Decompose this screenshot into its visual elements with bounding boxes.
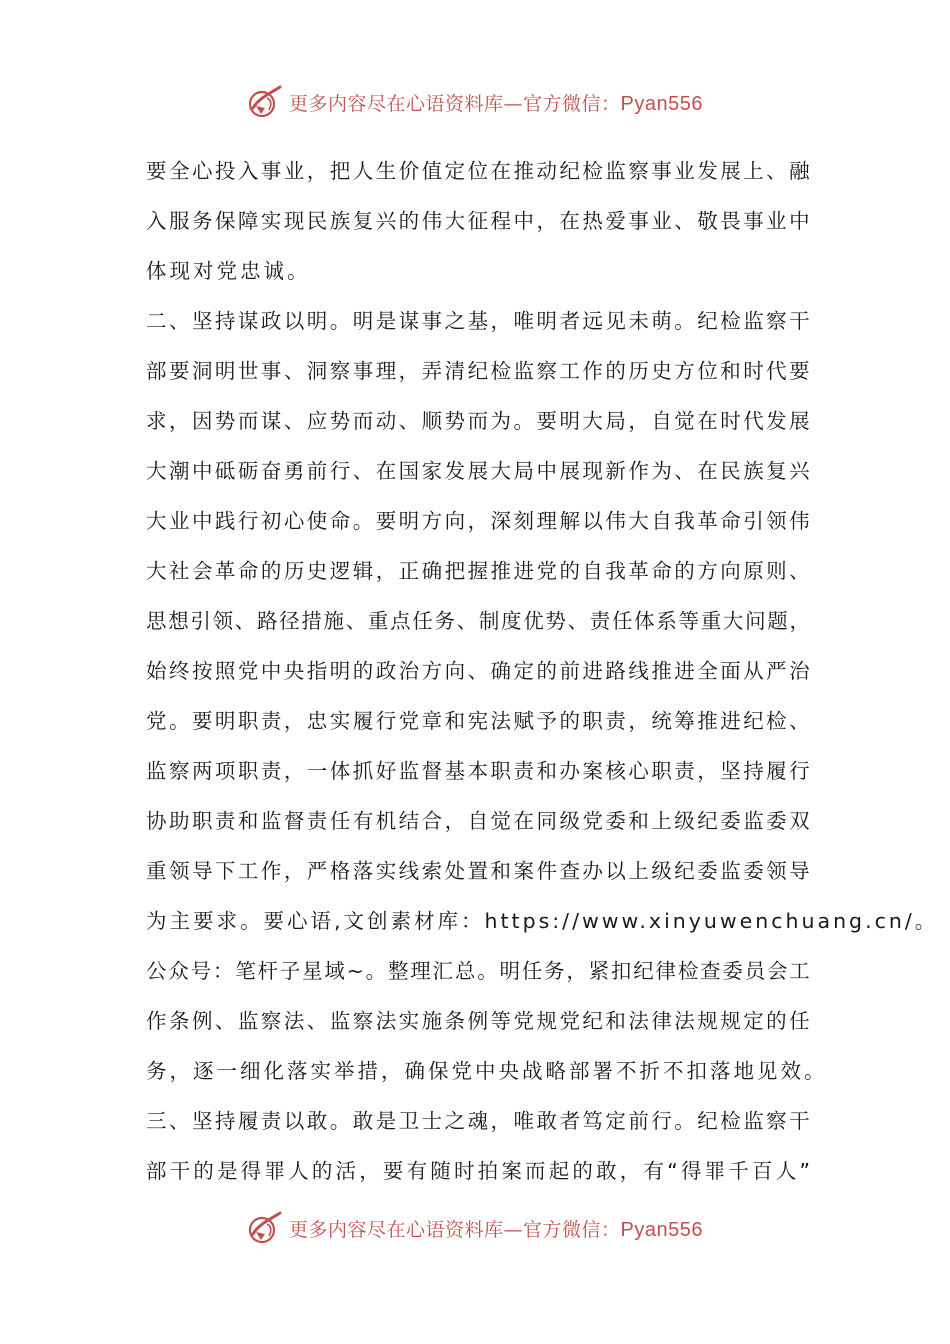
banner-wechat-id: Pyan556 [620, 1218, 703, 1241]
header-banner-text [289, 89, 703, 116]
banner-prefix: 更多内容尽在心语资料库—官方微信： [289, 92, 621, 115]
text-line: 监 察 两 项 职 责 ， 一 体 抓 好 监 督 基 本 职 责 和 办 案 核 心 职 责 ， 坚 持 履 行 [146, 759, 810, 783]
text-line: 体现对党忠诚。 [146, 259, 311, 283]
banner-wechat-id: Pyan556 [620, 92, 703, 115]
text-line: 党 。 要 明 职 责 ， 忠 实 履 行 党 章 和 宪 法 赋 予 的 职 责 ， 统 筹 推 进 纪 检 、 [146, 709, 810, 733]
banner-prefix: 更多内容尽在心语资料库—官方微信： [289, 1218, 621, 1241]
text-line: 求 ， 因 势 而 谋 、 应 势 而 动 、 顺 势 而 为 。 要 明 大 局 ， 自 觉 在 时 代 发 展 [146, 409, 810, 433]
text-line: 务，逐一细化落实举措，确保党中央战略部署不折不扣落地见效。 [146, 1059, 828, 1083]
text-line-with-url: 为主要求。要心语,文创素材库：https://www.xinyuwenchuang.cn/。 [146, 909, 939, 933]
document-body [146, 146, 939, 1196]
text-line: 大 业 中 践 行 初 心 使 命 。 要 明 方 向 ， 深 刻 理 解 以 伟 大 自 我 革 命 引 领 伟 [146, 509, 810, 533]
text-line: 部 干 的 是 得 罪 人 的 活 ， 要 有 随 时 拍 案 而 起 的 敢 ， 有 “ 得 罪 千 百 人 ” [146, 1159, 810, 1183]
text-line: 部 要 洞 明 世 事 、 洞 察 事 理 ， 弄 清 纪 检 监 察 工 作 的 历 史 方 位 和 时 代 要 [146, 359, 810, 383]
footer-banner-text [289, 1215, 703, 1242]
text-line: 三 、 坚 持 履 责 以 敢 。 敢 是 卫 士 之 魂 ， 唯 敢 者 笃 定 前 行 。 纪 检 监 察 干 [146, 1109, 810, 1133]
pen-brush-logo-icon [247, 84, 283, 120]
text-line: 始 终 按 照 党 中 央 指 明 的 政 治 方 向 、 确 定 的 前 进 路 线 推 进 全 面 从 严 治 [146, 659, 810, 683]
text-line: 作 条 例 、 监 察 法 、 监 察 法 实 施 条 例 等 党 规 党 纪 和 法 律 法 规 规 定 的 任 [146, 1009, 810, 1033]
text-line: 公 众 号 ： 笔 杆 子 星 域 ~ 。 整 理 汇 总 。 明 任 务 ， 紧 扣 纪 律 检 查 委 员 会 工 [146, 959, 810, 983]
text-line: 入 服 务 保 障 实 现 民 族 复 兴 的 伟 大 征 程 中 ， 在 热 爱 事 业 、 敬 畏 事 业 中 [146, 209, 810, 233]
text-line: 大 潮 中 砥 砺 奋 勇 前 行 、 在 国 家 发 展 大 局 中 展 现 新 作 为 、 在 民 族 复 兴 [146, 459, 810, 483]
text-line: 协 助 职 责 和 监 督 责 任 有 机 结 合 ， 自 觉 在 同 级 党 委 和 上 级 纪 委 监 委 双 [146, 809, 810, 833]
text-line: 大 社 会 革 命 的 历 史 逻 辑 ， 正 确 把 握 推 进 党 的 自 我 革 命 的 方 向 原 则 、 [146, 559, 810, 583]
text-line: 二 、 坚 持 谋 政 以 明 。 明 是 谋 事 之 基 ， 唯 明 者 远 见 未 萌 。 纪 检 监 察 干 [146, 309, 810, 333]
text-line: 要 全 心 投 入 事 业 ， 把 人 生 价 值 定 位 在 推 动 纪 检 监 察 事 业 发 展 上 、 融 [146, 159, 810, 183]
footer-banner [0, 1208, 950, 1248]
text-line: 重 领 导 下 工 作 ， 严 格 落 实 线 索 处 置 和 案 件 查 办 以 上 级 纪 委 监 委 领 导 [146, 859, 810, 883]
pen-brush-logo-icon [247, 1210, 283, 1246]
header-banner [0, 82, 950, 122]
text-line: 思 想 引 领 、 路 径 措 施 、 重 点 任 务 、 制 度 优 势 、 责 任 体 系 等 重 大 问 题 ， [146, 609, 810, 633]
